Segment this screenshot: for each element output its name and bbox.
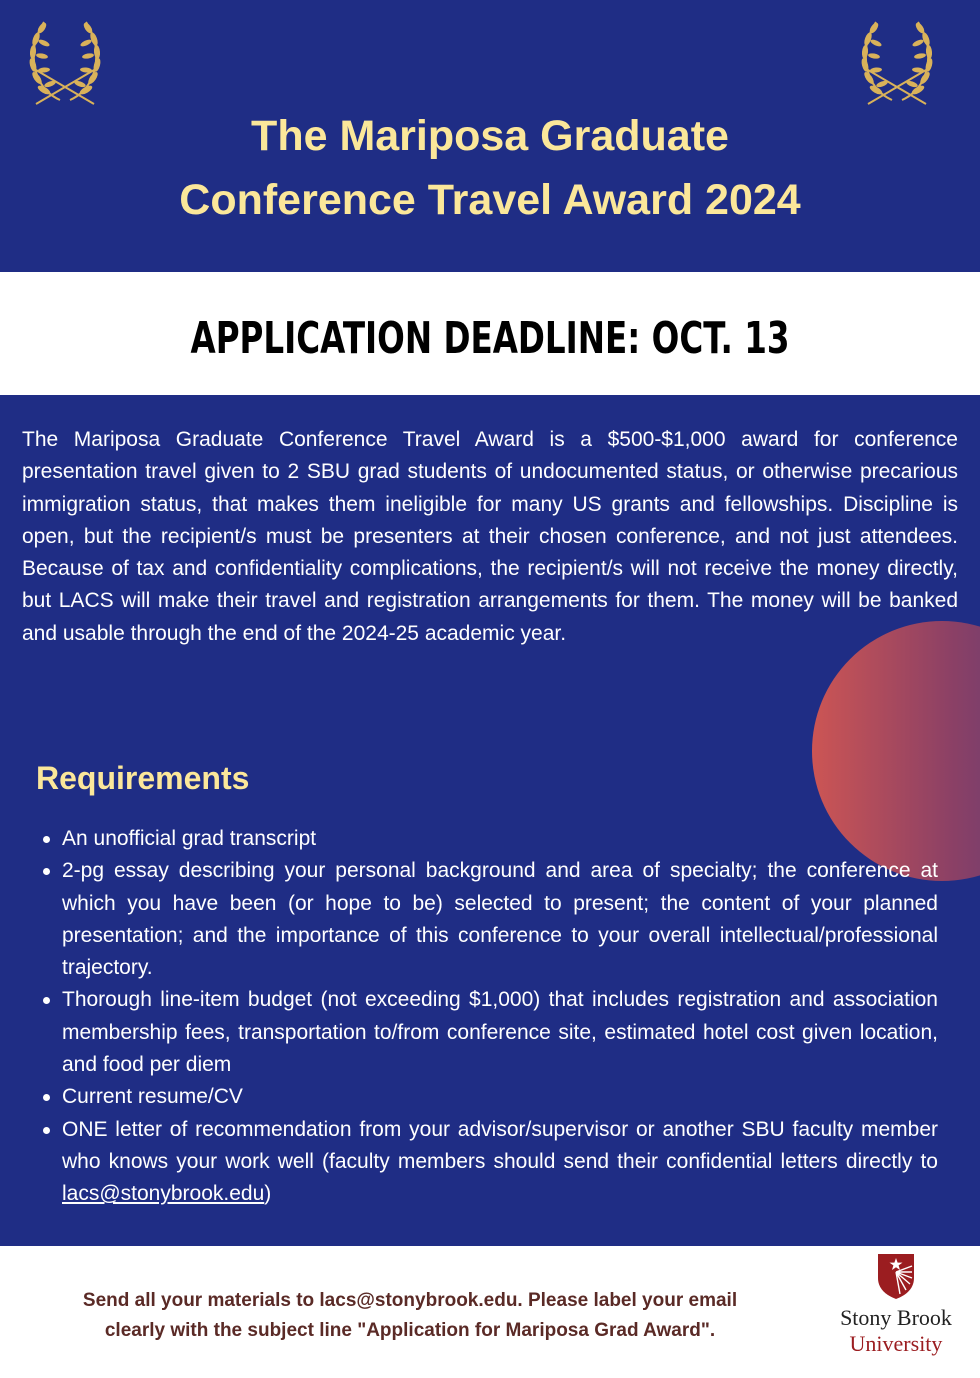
- laurel-wreath-icon: [20, 18, 110, 110]
- requirement-item: 2-pg essay describing your personal background and area of specialty; the conference at which you have been (or hope to be) selected to present; the content of your planned presentation; and the importance of this conference to your overall intellectual/professional trajectory.: [40, 855, 938, 984]
- stony-brook-logo: [828, 1252, 964, 1364]
- bullet-icon: [43, 868, 50, 875]
- bullet-icon: [43, 1094, 50, 1101]
- laurel-wreath-icon: [852, 18, 942, 110]
- submission-line-2: clearly with the subject line "Application for Mariposa Grad Award".: [104, 1320, 716, 1341]
- requirement-item: Thorough line-item budget (not exceeding $1,000) that includes registration and association membership fees, transportation to/from conference site, estimated hotel cost given location, and food per diem: [40, 984, 938, 1081]
- requirement-item: Current resume/CV: [40, 1081, 938, 1113]
- requirement-item: ONE letter of recommendation from your advisor/supervisor or another SBU faculty member who knows your work well (faculty members should send their confidential letters directly to lacs@stonybrook.edu): [40, 1114, 938, 1211]
- award-title-line-1: The Mariposa Graduate: [251, 112, 729, 160]
- award-title: [0, 104, 980, 232]
- submission-line-1: Send all your materials to lacs@stonybrook.edu. Please label your email: [82, 1290, 738, 1311]
- bullet-icon: [43, 1127, 50, 1134]
- requirements-list: [40, 823, 938, 1211]
- award-title-line-2: Conference Travel Award 2024: [179, 176, 801, 224]
- logo-text-university: University: [849, 1331, 943, 1356]
- requirements-heading: Requirements: [36, 760, 250, 796]
- bullet-icon: [43, 836, 50, 843]
- submission-instructions: [10, 1286, 810, 1346]
- application-deadline: APPLICATION DEADLINE: OCT. 13: [190, 313, 790, 364]
- bullet-icon: [43, 997, 50, 1004]
- lacs-email-link[interactable]: lacs@stonybrook.edu: [62, 1182, 265, 1206]
- requirement-item: An unofficial grad transcript: [40, 823, 938, 855]
- logo-text-stony-brook: Stony Brook: [840, 1305, 952, 1330]
- stony-brook-shield-icon: [876, 1252, 916, 1300]
- award-description: The Mariposa Graduate Conference Travel Award is a $500-$1,000 award for conference presentation travel given to 2 SBU grad students of undocumented status, or otherwise precarious immigration status, that makes them ineligible for many US grants and fellowships. Discipline is open, but the recipient/s must be presenters at their chosen conference, and not just attendees. Because of tax and confidentiality complications, the recipient/s will not receive the money directly, but LACS will make their travel and registration arrangements for them. The money will be banked and usable through the end of the 2024-25 academic year.: [22, 428, 958, 645]
